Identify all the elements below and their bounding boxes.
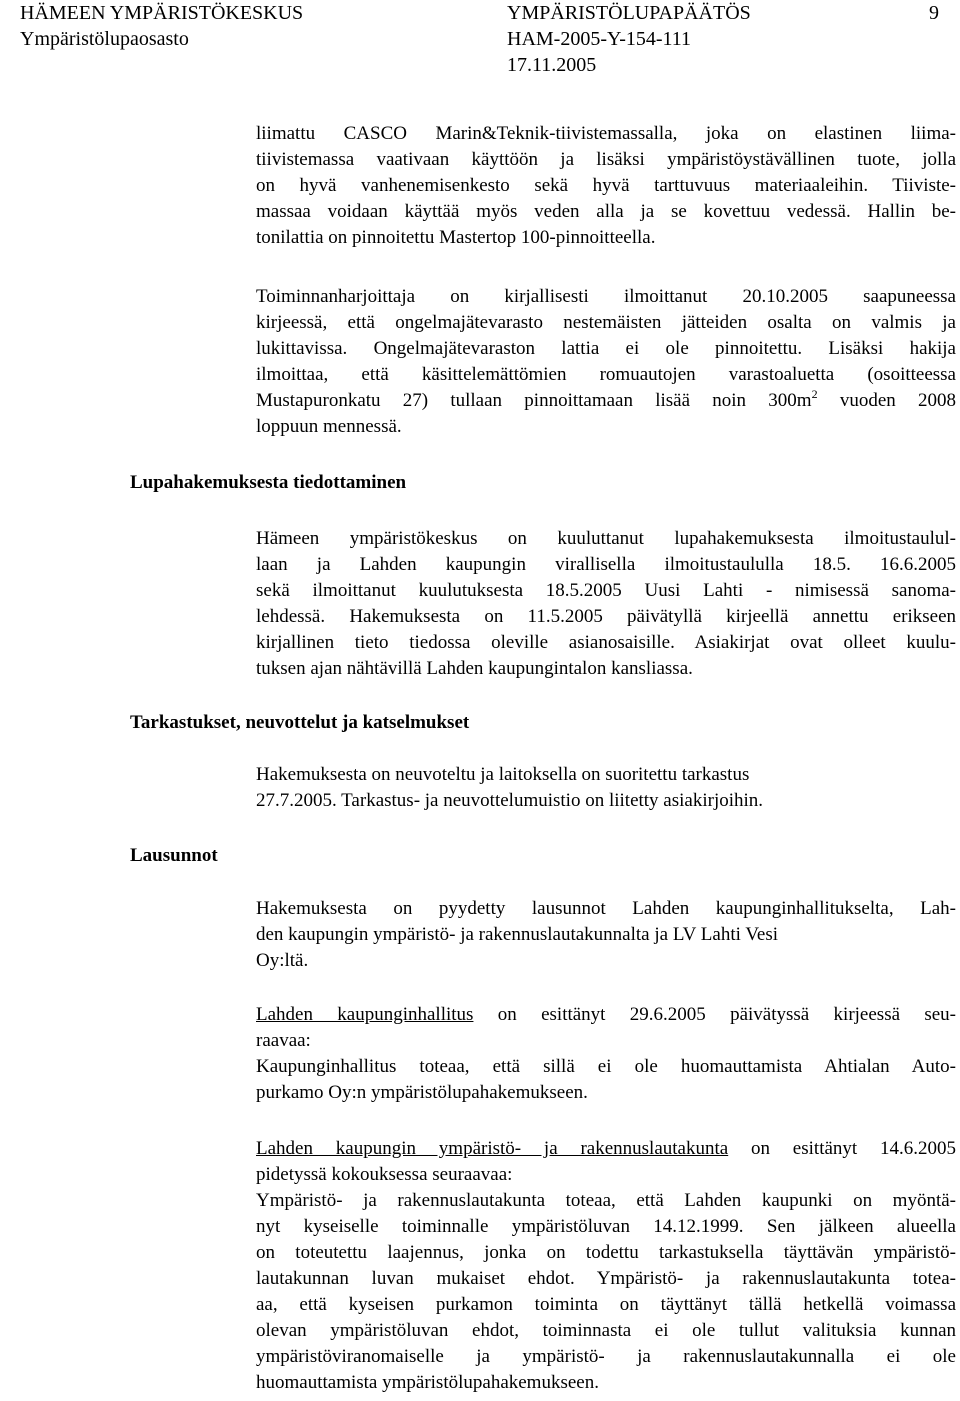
notice-paragraph — [256, 284, 956, 440]
text-line: Hakemuksesta on pyydetty lausunnot Lahden kaupunginhallitukselta, Lah- — [256, 898, 956, 919]
text-line: purkamo Oy:n ympäristölupahakemukseen. — [256, 1082, 588, 1103]
superscript: 2 — [811, 387, 818, 401]
text-fragment: on esittänyt 29.6.2005 päivätyssä kirjeessä seu- — [473, 1004, 956, 1025]
text-line: lehdessä. Hakemuksesta on 11.5.2005 päivätyllä kirjeellä annettu erikseen — [256, 606, 956, 627]
text-line: on toteutettu laajennus, jonka on todettu tarkastuksella täyttävän ympäristö- — [256, 1242, 956, 1263]
header-page-number: 9 — [929, 2, 939, 24]
header-org: HÄMEEN YMPÄRISTÖKESKUS — [20, 2, 304, 24]
text-line — [256, 1002, 956, 1028]
header-date: 17.11.2005 — [507, 54, 597, 76]
text-line: tuksen ajan nähtävillä Lahden kaupungintalon kansliassa. — [256, 658, 693, 679]
section-heading-publication: Lupahakemuksesta tiedottaminen — [130, 472, 407, 493]
text-fragment: on esittänyt 14.6.2005 — [728, 1138, 956, 1159]
text-line: on hyvä vanhenemisenkesto sekä hyvä tarttuvuus materiaaleihin. Tiiviste- — [256, 175, 956, 196]
text-line: lautakunnan luvan mukaiset ehdot. Ympäristö- ja rakennuslautakunta totea- — [256, 1268, 956, 1289]
text-line: pidetyssä kokouksessa seuraavaa: — [256, 1164, 513, 1185]
text-line: 27.7.2005. Tarkastus- ja neuvottelumuistio on liitetty asiakirjoihin. — [256, 790, 764, 811]
city-board-statement — [256, 1002, 956, 1106]
text-fragment: vuoden 2008 — [817, 390, 957, 411]
text-line: lukittavissa. Ongelmajätevaraston lattia ei ole pinnoitettu. Lisäksi hakija — [256, 338, 956, 359]
text-line: tonilattia on pinnoitettu Mastertop 100-pinnoitteella. — [256, 227, 656, 248]
env-board-statement — [256, 1136, 956, 1396]
city-board-name: Lahden kaupunginhallitus — [256, 1004, 474, 1025]
publication-paragraph — [256, 526, 956, 682]
text-line: loppuun mennessä. — [256, 416, 402, 437]
text-line: laan ja Lahden kaupungin virallisella ilmoitustaululla 18.5. 16.6.2005 — [256, 554, 956, 575]
inspections-paragraph — [256, 762, 956, 814]
header-doc-number: HAM-2005-Y-154-111 — [507, 28, 692, 50]
text-line: Kaupunginhallitus toteaa, että sillä ei ole huomauttamista Ahtialan Auto- — [256, 1056, 956, 1077]
env-board-name: Lahden kaupungin ympäristö- ja rakennuslautakunta — [256, 1138, 729, 1159]
text-line: liimattu CASCO Marin&Teknik-tiivistemassalla, joka on elastinen liima- — [256, 123, 956, 144]
text-line: ympäristöviranomaiselle ja ympäristö- ja rakennuslautakunnalla ei ole — [256, 1346, 956, 1367]
statements-intro-paragraph — [256, 896, 956, 974]
text-fragment: Mustapuronkatu 27) tullaan pinnoittamaan lisää noin 300m — [256, 390, 812, 411]
text-line: Hämeen ympäristökeskus on kuuluttanut lupahakemuksesta ilmoitustaulul- — [256, 528, 956, 549]
text-line: huomauttamista ympäristölupahakemukseen. — [256, 1372, 599, 1393]
text-line: raavaa: — [256, 1030, 311, 1051]
text-line: olevan ympäristöluvan ehdot, toiminnasta ei ole tullut valituksia kunnan — [256, 1320, 956, 1341]
intro-paragraph — [256, 121, 956, 251]
text-line: tiivistemassa vaativaan käyttöön ja lisäksi ympäristöystävällinen tuote, jolla — [256, 149, 956, 170]
section-heading-inspections: Tarkastukset, neuvottelut ja katselmukset — [130, 712, 470, 733]
header-unit: Ympäristölupaosasto — [20, 28, 189, 50]
text-line: kirjeessä, että ongelmajätevarasto nestemäisten jätteiden osalta on valmis ja — [256, 312, 956, 333]
text-line: Toiminnanharjoittaja on kirjallisesti ilmoittanut 20.10.2005 saapuneessa — [256, 286, 956, 307]
section-heading-statements: Lausunnot — [130, 845, 218, 866]
text-line: massaa voidaan käyttää myös veden alla ja se kovettuu vedessä. Hallin be- — [256, 201, 956, 222]
text-line: Ympäristö- ja rakennuslautakunta toteaa, että Lahden kaupunki on myöntä- — [256, 1190, 956, 1211]
text-line: Hakemuksesta on neuvoteltu ja laitoksella on suoritettu tarkastus — [256, 764, 750, 785]
text-line: sekä ilmoittanut kuulutuksesta 18.5.2005 Uusi Lahti - nimisessä sanoma- — [256, 580, 956, 601]
text-line: nyt kyseiselle toiminnalle ympäristöluvan 14.12.1999. Sen jälkeen alueella — [256, 1216, 956, 1237]
header-doc-type: YMPÄRISTÖLUPAPÄÄTÖS — [507, 2, 751, 24]
text-line — [256, 388, 956, 414]
text-line: Oy:ltä. — [256, 950, 309, 971]
text-line — [256, 1136, 956, 1162]
text-line: kirjallinen tieto tiedossa oleville asianosaisille. Asiakirjat ovat olleet kuulu- — [256, 632, 956, 653]
text-line: den kaupungin ympäristö- ja rakennuslautakunnalta ja LV Lahti Vesi — [256, 924, 779, 945]
text-line: ilmoittaa, että käsittelemättömien romuautojen varastoaluetta (osoitteessa — [256, 364, 956, 385]
text-line: aa, että kyseisen purkamon toiminta on täyttänyt tällä hetkellä voimassa — [256, 1294, 956, 1315]
